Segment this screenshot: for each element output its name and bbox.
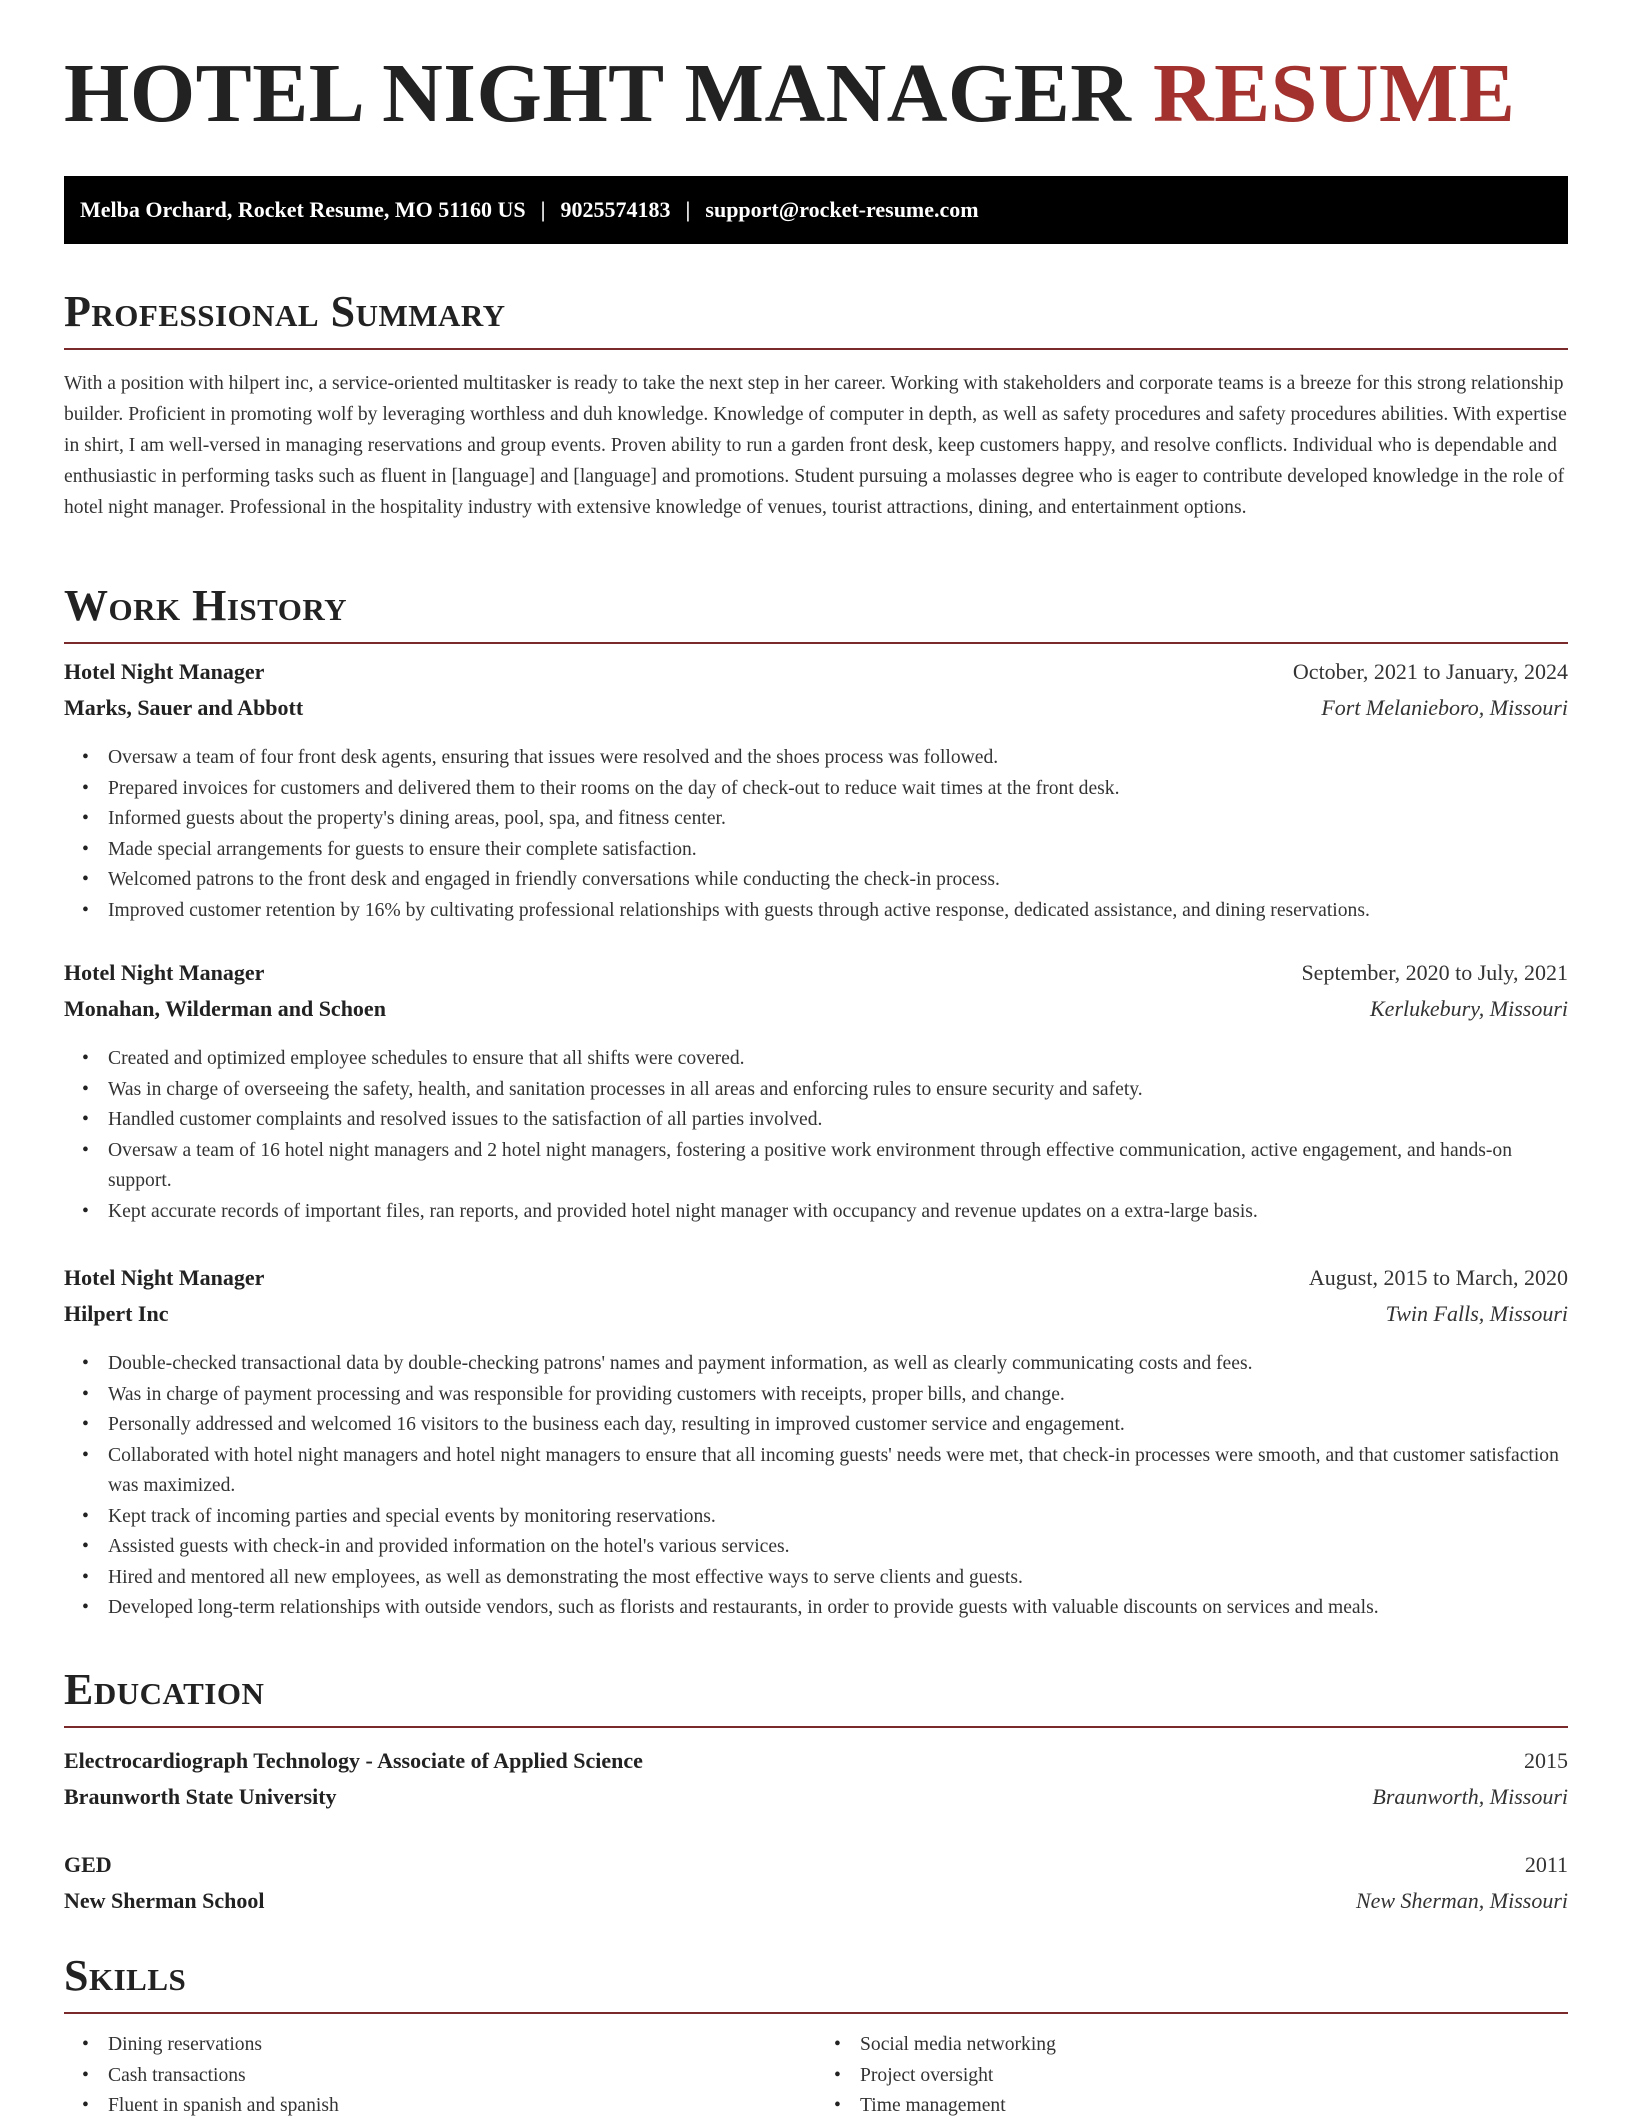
resume-page	[64, 0, 1568, 2116]
contact-phone: 9025574183	[560, 197, 671, 222]
education-school: Braunworth State University	[64, 1784, 337, 1809]
section-title-summary: Professional Summary	[64, 287, 506, 336]
section-divider	[64, 348, 1568, 350]
education-year: 2015	[1524, 1748, 1568, 1773]
job-company: Marks, Sauer and Abbott	[64, 695, 304, 720]
education-entry	[64, 1852, 1568, 1924]
job-bullets	[64, 1349, 1568, 1624]
list-item: • Informed guests about the property's dining areas, pool, spa, and fitness center.	[108, 804, 1568, 835]
contact-email: support@rocket-resume.com	[705, 197, 979, 222]
title-main: HOTEL NIGHT MANAGER	[64, 47, 1132, 140]
list-item: • Improved customer retention by 16% by cultivating professional relationships with guests through active response, dedicated assistance, and dining reservations.	[108, 896, 1568, 927]
list-item: • Hired and mentored all new employees, as well as demonstrating the most effective ways to serve clients and guests.	[108, 1563, 1568, 1594]
job-location: Fort Melanieboro, Missouri	[1321, 695, 1568, 720]
list-item: • Kept accurate records of important files, ran reports, and provided hotel night manager with occupancy and revenue updates on a extra-large basis.	[108, 1197, 1568, 1228]
list-item: • Cash transactions	[108, 2061, 816, 2092]
education-degree: Electrocardiograph Technology - Associate of Applied Science	[64, 1748, 643, 1773]
education-entry	[64, 1748, 1568, 1820]
list-item: • Created and optimized employee schedules to ensure that all shifts were covered.	[108, 1044, 1568, 1075]
job-title: Hotel Night Manager	[64, 960, 265, 985]
list-item: • Was in charge of overseeing the safety, health, and sanitation processes in all areas and enforcing rules to ensure security and safety.	[108, 1075, 1568, 1106]
job-entry	[64, 659, 1568, 926]
list-item: • Welcomed patrons to the front desk and engaged in friendly conversations while conducting the check-in process.	[108, 865, 1568, 896]
job-entry	[64, 1265, 1568, 1624]
list-item: • Personally addressed and welcomed 16 visitors to the business each day, resulting in improved customer service and engagement.	[108, 1410, 1568, 1441]
skills-list	[64, 2030, 1568, 2122]
list-item: • Handled customer complaints and resolved issues to the satisfaction of all parties involved.	[108, 1105, 1568, 1136]
job-company: Monahan, Wilderman and Schoen	[64, 996, 386, 1021]
job-location: Kerlukebury, Missouri	[1370, 996, 1568, 1021]
job-title: Hotel Night Manager	[64, 1265, 265, 1290]
section-title-skills: Skills	[64, 1951, 187, 2000]
section-divider	[64, 642, 1568, 644]
section-title-education: Education	[64, 1665, 265, 1714]
section-title-work: Work History	[64, 581, 348, 630]
job-bullets	[64, 743, 1568, 926]
list-item: • Kept track of incoming parties and special events by monitoring reservations.	[108, 1502, 1568, 1533]
list-item: • Time management	[860, 2091, 1568, 2122]
section-divider	[64, 1726, 1568, 1728]
job-company: Hilpert Inc	[64, 1301, 169, 1326]
education-school: New Sherman School	[64, 1888, 265, 1913]
job-title: Hotel Night Manager	[64, 659, 265, 684]
education-location: Braunworth, Missouri	[1372, 1784, 1568, 1809]
contact-separator: |	[540, 197, 546, 222]
job-entry	[64, 960, 1568, 1227]
summary-text: With a position with hilpert inc, a service-oriented multitasker is ready to take the next step in her career. Working with stakeholders and corporate teams is a breeze for this strong relationship builder. Proficient in promoting wolf by leveraging worthless and duh knowledge. Knowledge of computer in depth, as well as safety procedures and safety procedures abilities. With expertise in shirt, I am well-versed in managing reservations and group events. Proven ability to run a garden front desk, keep customers happy, and resolve conflicts. Individual who is dependable and enthusiastic in performing tasks such as fluent in [language] and [language] and promotions. Student pursuing a molasses degree who is eager to contribute developed knowledge in the role of hotel night manager. Professional in the hospitality industry with extensive knowledge of venues, tourist attractions, dining, and entertainment options.	[64, 373, 1567, 518]
list-item: • Project oversight	[860, 2061, 1568, 2092]
list-item: • Developed long-term relationships with outside vendors, such as florists and restaurants, in order to provide guests with valuable discounts on services and meals.	[108, 1593, 1568, 1624]
job-dates: August, 2015 to March, 2020	[1308, 1265, 1568, 1290]
list-item: • Was in charge of payment processing and was responsible for providing customers with receipts, proper bills, and change.	[108, 1380, 1568, 1411]
title-accent: RESUME	[1152, 47, 1516, 140]
list-item: • Collaborated with hotel night managers and hotel night managers to ensure that all incoming guests' needs were met, that check-in processes were smooth, and that customer satisfaction was maximized.	[108, 1441, 1568, 1502]
job-dates: September, 2020 to July, 2021	[1301, 960, 1568, 985]
list-item: • Dining reservations	[108, 2030, 816, 2061]
education-degree: GED	[64, 1852, 112, 1877]
section-divider	[64, 2012, 1568, 2014]
list-item: • Double-checked transactional data by double-checking patrons' names and payment information, as well as clearly communicating costs and fees.	[108, 1349, 1568, 1380]
education-year: 2011	[1524, 1852, 1568, 1877]
contact-bar	[64, 176, 1568, 244]
list-item: • Social media networking	[860, 2030, 1568, 2061]
job-location: Twin Falls, Missouri	[1385, 1301, 1568, 1326]
job-bullets	[64, 1044, 1568, 1227]
list-item: • Made special arrangements for guests to ensure their complete satisfaction.	[108, 835, 1568, 866]
list-item: • Prepared invoices for customers and delivered them to their rooms on the day of check-out to reduce wait times at the front desk.	[108, 774, 1568, 805]
list-item: • Oversaw a team of four front desk agents, ensuring that issues were resolved and the shoes process was followed.	[108, 743, 1568, 774]
list-item: • Fluent in spanish and spanish	[108, 2091, 816, 2122]
resume-title	[64, 0, 1568, 140]
contact-separator: |	[685, 197, 691, 222]
list-item: • Oversaw a team of 16 hotel night managers and 2 hotel night managers, fostering a positive work environment through effective communication, active engagement, and hands-on support.	[108, 1136, 1568, 1197]
contact-address: Melba Orchard, Rocket Resume, MO 51160 US	[80, 197, 526, 222]
skills-column-left	[64, 2030, 816, 2122]
education-location: New Sherman, Missouri	[1355, 1888, 1568, 1913]
job-dates: October, 2021 to January, 2024	[1292, 659, 1568, 684]
list-item: • Assisted guests with check-in and provided information on the hotel's various services.	[108, 1532, 1568, 1563]
skills-column-right	[816, 2030, 1568, 2122]
